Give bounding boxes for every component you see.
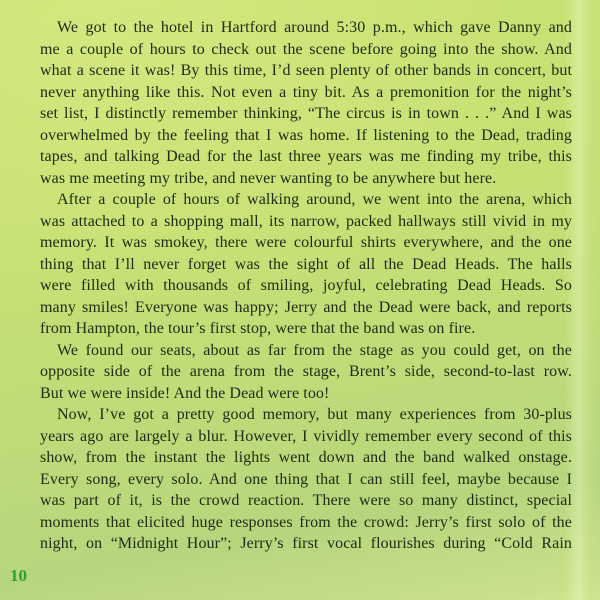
paragraph	[40, 340, 572, 405]
text-line: what a scene it was! By this time, I’d seen plenty of other bands in concert, but	[40, 62, 572, 79]
text-line: After a couple of hours of walking around, we went into the arena, which	[57, 191, 572, 208]
text-line: memory. It was smokey, there were colourful shirts everywhere, and the one	[40, 234, 572, 251]
paragraph	[40, 404, 572, 555]
text-line: were filled with thousands of smiling, joyful, celebrating Dead Heads. So	[40, 277, 572, 294]
text-line: Now, I’ve got a pretty good memory, but many experiences from 30-plus	[57, 406, 572, 423]
text-line: was me meeting my tribe, and never wanting to be anywhere but here.	[40, 169, 497, 187]
text-line: me a couple of hours to check out the scene before going into the show. And	[40, 40, 572, 58]
text-line: opposite side of the arena from the stage, Brent’s side, second-to-last row.	[40, 363, 572, 380]
text-line: But we were inside! And the Dead were too!	[40, 384, 330, 402]
text-line: show, from the instant the lights went down and the band walked onstage.	[40, 449, 572, 466]
text-line: was attached to a shopping mall, its narrow, packed hallways still vivid in my	[40, 212, 572, 230]
text-line: years ago are largely a blur. However, I vividly remember every second of this	[40, 427, 572, 445]
text-line: many smiles! Everyone was happy; Jerry and the Dead were back, and reports	[40, 298, 572, 316]
page-number: 10	[10, 566, 27, 585]
text-line: never anything like this. Not even a tiny bit. As a premonition for the night’s	[40, 83, 572, 101]
text-line: moments that elicited huge responses from the crowd: Jerry’s first solo of the	[40, 513, 572, 531]
body-text	[40, 17, 572, 555]
paragraph	[40, 17, 572, 189]
text-line: from Hampton, the tour’s first stop, were that the band was on fire.	[40, 320, 476, 337]
paragraph	[40, 189, 572, 340]
text-line: was part of it, is the crowd reaction. There were so many distinct, special	[40, 492, 572, 509]
text-line: night, on “Midnight Hour”; Jerry’s first vocal flourishes during “Cold Rain	[40, 535, 572, 552]
text-line: tapes, and talking Dead for the last three years was me finding my tribe, this	[40, 148, 572, 165]
text-line: Every song, every solo. And one thing that I can still feel, maybe because I	[40, 470, 572, 488]
text-line: thing that I’ll never forget was the sight of all the Dead Heads. The halls	[40, 255, 572, 273]
text-line: We found our seats, about as far from the stage as you could get, on the	[57, 341, 572, 359]
text-line: We got to the hotel in Hartford around 5:30 p.m., which gave Danny and	[57, 19, 572, 36]
text-line: set list, I distinctly remember thinking, “The circus is in town . . .” And I was	[40, 105, 572, 122]
text-line: overwhelmed by the feeling that I was home. If listening to the Dead, trading	[40, 126, 572, 144]
